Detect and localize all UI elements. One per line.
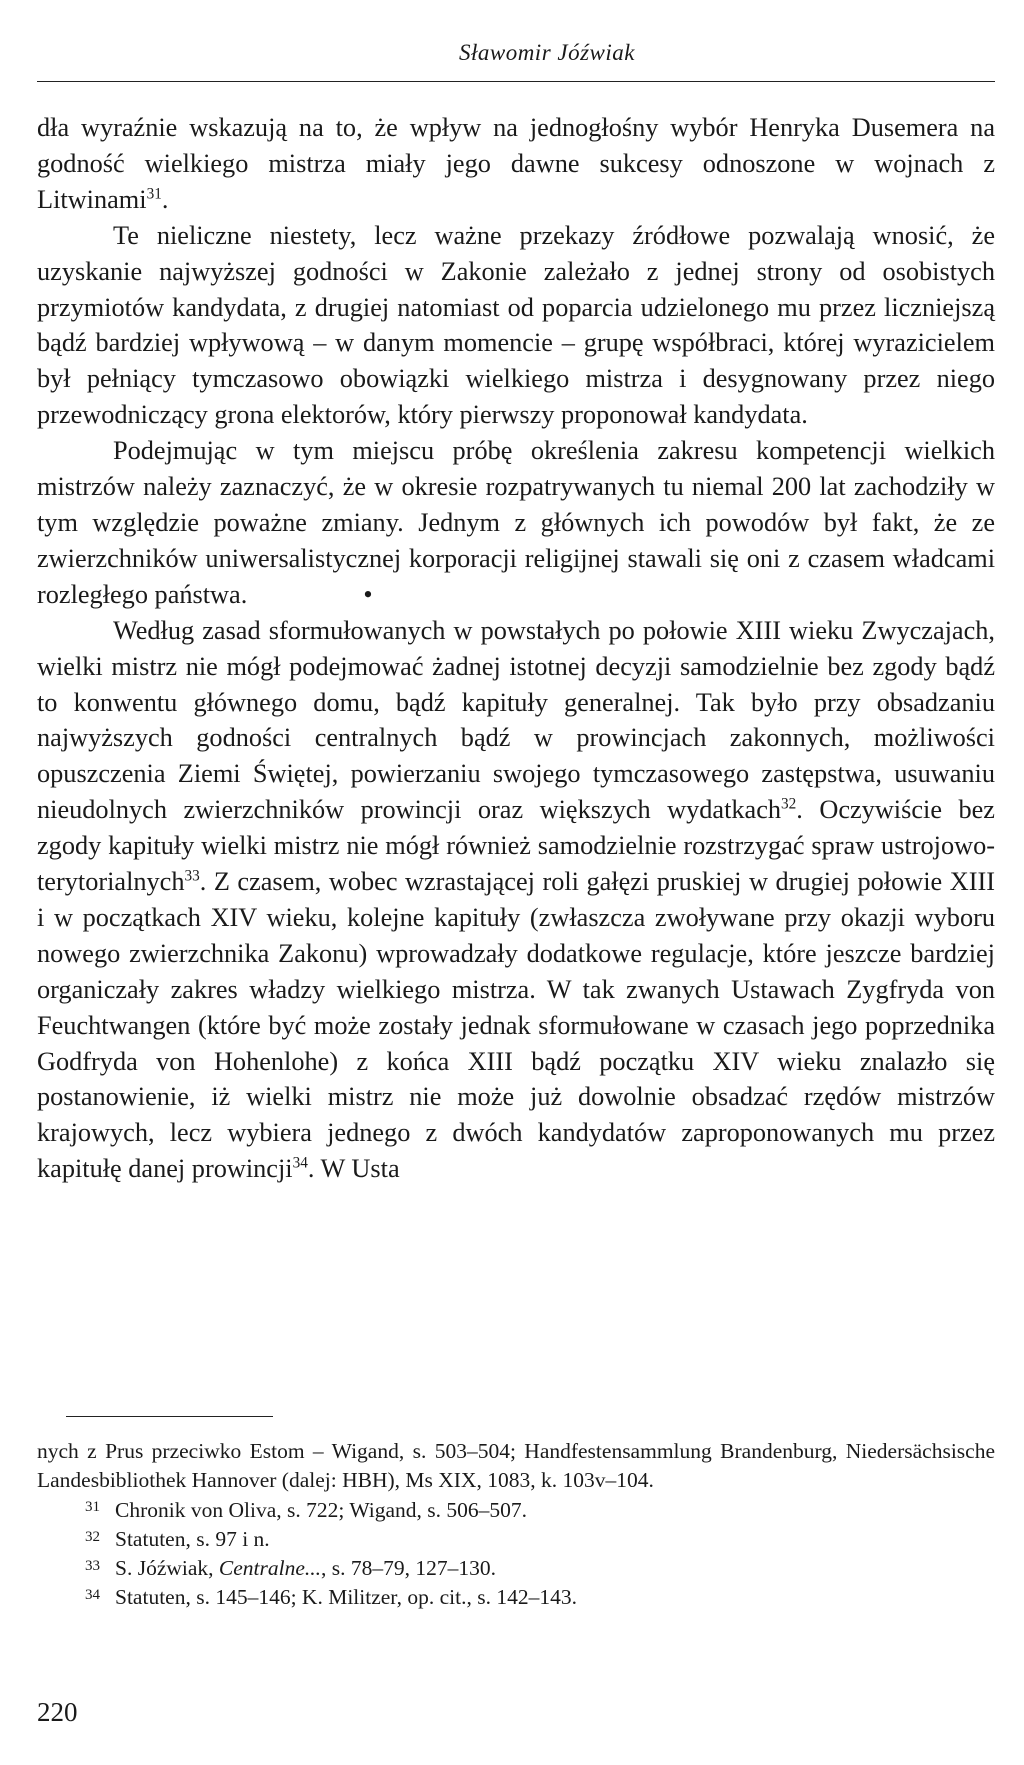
footnote-ref-33[interactable]: 33 [184,867,200,885]
footnote-text: Chronik von Oliva, s. 722; Wigand, s. 506–507. [115,1497,528,1522]
footnote-rule [66,1416,273,1417]
paragraph-4 [37,613,995,1188]
footnote-text: Statuten, s. 97 i n. [115,1526,270,1551]
paragraph-4-text-c: . Z czasem, wobec wzrastającej roli gałęzi pruskiej w drugiej połowie XIII i w początkach XIV wieku, kolejne kapituły (zwłaszcza zwoływane przy okazji wyboru nowego zwierzchnika Zakonu) wprowadzały dodatkowe regulacje, które jeszcze bardziej organiczały zakres władzy wielkiego mistrza. W tak zwanych Ustawach Zygfryda von Feuchtwangen (które być może zostały jednak sformułowane w czasach jego poprzednika Godfryda von Hohenlohe) z końca XIII bądź początku XIV wieku znalazło się postanowienie, iż wielki mistrz nie może już dowolnie obsadzać rzędów mistrzów krajowych, lecz wybiera jednego z dwóch kandydatów zaproponowanych mu przez kapitułę danej prowincji [37,867,995,1184]
footnote-34: 34 Statuten, s. 145–146; K. Militzer, op. cit., s. 142–143. [85,1585,577,1610]
footnote-ref-32[interactable]: 32 [781,795,797,813]
footnote-continued: nych z Prus przeciwko Estom – Wigand, s. 503–504; Handfestensammlung Brandenburg, Niedersächsische Landesbibliothek Hannover (dalej: HBH), Ms XIX, 1083, k. 103v–104. [37,1439,995,1493]
footnote-33: 33 S. Jóźwiak, Centralne..., s. 78–79, 127–130. [85,1556,497,1581]
footnote-31: 31 Chronik von Oliva, s. 722; Wigand, s. 506–507. [85,1497,528,1522]
paragraph-2: Te nieliczne niestety, lecz ważne przekazy źródłowe pozwalają wnosić, że uzyskanie najwyższej godności w Zakonie zależało z jednej strony od osobistych przymiotów kandydata, z drugiej natomiast od poparcia udzielonego mu przez liczniejszą bądź bardziej wpływową – w danym momencie – grupę współbraci, której wyrazicielem był pełniący tymczasowo obowiązki wielkiego mistrza i desygnowany przez niego przewodniczący grona elektorów, który pierwszy proponował kandydata. [37,220,995,430]
paragraph-4-text-b: . Oczywiście bez zgody kapituły wielki mistrz nie mógł również samodzielnie rozstrzygać spraw ustrojowo-terytorialnych [37,795,995,897]
stray-dot-mark: • [363,579,373,609]
paragraph-4-text-a: Według zasad sformułowanych w powstałych po połowie XIII wieku Zwyczajach, wielki mistrz nie mógł podejmować żadnej istotnej decyzji samodzielnie bez zgody bądź to konwentu głównego domu, bądź kapituły generalnej. Tak było przy obsadzaniu najwyższych godności centralnych bądź w prowincjach zakonnych, możliwości opuszczenia Ziemi Świętej, powierzaniu swojego tymczasowego zastępstwa, usuwaniu nieudolnych zwierzchników prowincji oraz większych wydatkach [37,615,995,825]
footnote-ref-31[interactable]: 31 [146,185,162,203]
page-number: 220 [37,1697,78,1727]
footnote-32: 32 Statuten, s. 97 i n. [85,1526,270,1551]
paragraph-3-text: Podejmując w tym miejscu próbę określenia zakresu kompetencji wielkich mistrzów należy zaznaczyć, że w okresie rozpatrywanych tu niemal 200 lat zachodziły w tym względzie poważne zmiany. Jednym z głównych ich powodów był fakt, że ze zwierzchników uniwersalistycznej korporacji religijnej stawali się oni z czasem władcami rozległego państwa. [37,436,995,609]
paragraph-3 [37,433,995,613]
footnote-text: Statuten, s. 145–146; K. Militzer, op. cit., s. 142–143. [115,1585,577,1610]
footnotes [37,1437,995,1613]
paragraph-1-text: dła wyraźnie wskazują na to, że wpływ na jednogłośny wybór Henryka Dusemera na godność wielkiego mistrza miały jego dawne sukcesy odnoszone w wojnach z Litwinami [37,113,995,214]
paragraph-1 [37,110,995,218]
header-rule [37,81,995,82]
footnote-text-post: , s. 78–79, 127–130. [321,1556,497,1581]
footnote-ref-34[interactable]: 34 [292,1154,308,1172]
footnote-title-italic: Centralne... [218,1556,322,1581]
paragraph-4-text-d: . W Usta [307,1154,400,1184]
paragraph-1-end: . [161,184,169,214]
footnote-text-pre: S. Jóźwiak, [115,1556,219,1581]
main-text [37,110,995,1187]
running-header: Sławomir Jóźwiak [458,40,635,65]
